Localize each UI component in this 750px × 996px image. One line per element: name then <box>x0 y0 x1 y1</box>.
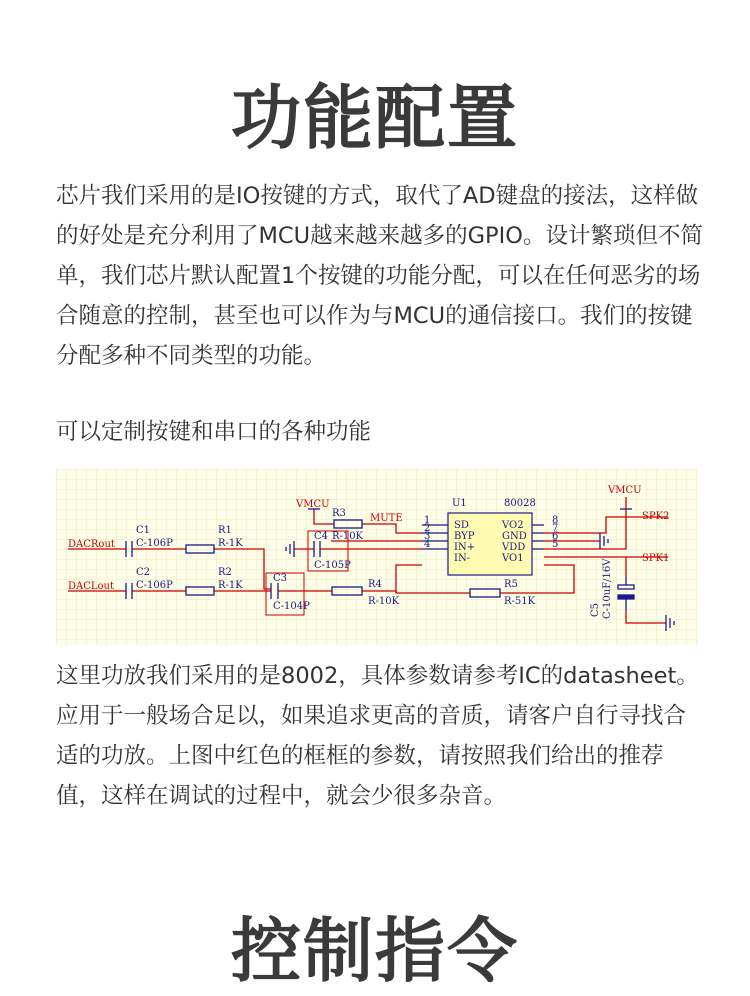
pin-in-minus: IN- <box>454 553 471 564</box>
pin-in-plus: IN+ <box>454 542 476 553</box>
label-r3: R3 <box>332 508 346 519</box>
pin-vdd: VDD <box>502 542 526 553</box>
pin-num-5: 5 <box>552 539 559 550</box>
label-r3-value: R-10K <box>332 531 364 542</box>
section-title-function-config: 功能配置 <box>231 77 519 159</box>
pin-num-1: 1 <box>424 515 431 526</box>
label-spk1: SPK1 <box>642 553 670 564</box>
label-r4: R4 <box>368 579 382 590</box>
pin-num-4: 4 <box>424 539 431 550</box>
label-c4-value: C-105P <box>314 560 351 571</box>
pin-sd: SD <box>454 520 469 531</box>
amplifier-paragraph: 这里功放我们采用的是8002，具体参数请参考IC的datasheet。应用于一般场合足以，如果追求更高的音质，请客户自行寻找合适的功放。上图中红色的框框的参数，请按照我们给出的推荐值，这样在调试的过程中，就会少很多杂音。 <box>56 663 699 809</box>
label-mute: MUTE <box>370 513 403 524</box>
label-dacl: DACLout <box>68 581 115 592</box>
intro-paragraph: 芯片我们采用的是IO按键的方式，取代了AD键盘的接法，这样做的好处是充分利用了MCU越来越来越多的GPIO。设计繁琐但不简单，我们芯片默认配置1个按键的功能分配，可以在任何恶劣的场合随意的控制，甚至也可以作为与MCU的通信接口。我们的按键分配多种不同类型的功能。 <box>56 183 703 369</box>
amplifier-schematic <box>56 469 698 645</box>
label-c1-value: C-106P <box>136 538 173 549</box>
pin-num-6: 6 <box>552 531 559 542</box>
label-c3: C3 <box>273 573 288 584</box>
section-title-control-commands: 控制指令 <box>231 910 519 992</box>
label-r2-value: R-1K <box>218 580 243 591</box>
label-u1: U1 <box>452 498 467 509</box>
label-c2: C2 <box>136 567 151 578</box>
label-vmcu-left: VMCU <box>296 499 330 510</box>
label-spk2: SPK2 <box>642 511 670 522</box>
label-c4: C4 <box>314 531 329 542</box>
label-c3-value: C-104P <box>273 601 310 612</box>
pin-num-3: 3 <box>424 531 431 542</box>
label-c2-value: C-106P <box>136 580 173 591</box>
label-r1: R1 <box>218 525 232 536</box>
label-r5: R5 <box>504 579 518 590</box>
pin-num-7: 7 <box>552 523 559 534</box>
label-chip: 80028 <box>504 498 536 509</box>
pin-num-8: 8 <box>552 515 559 526</box>
label-r5-value: R-51K <box>504 596 536 607</box>
label-r1-value: R-1K <box>218 538 243 549</box>
pin-gnd: GND <box>502 531 527 542</box>
subheading-custom-keys: 可以定制按键和串口的各种功能 <box>56 419 372 445</box>
label-vmcu-right: VMCU <box>608 485 642 496</box>
pin-num-2: 2 <box>424 523 431 534</box>
label-c1: C1 <box>136 525 151 536</box>
label-c5: C5 <box>590 602 601 617</box>
label-r2: R2 <box>218 567 232 578</box>
pin-vo2: VO2 <box>502 520 524 531</box>
label-c5-value: C-10uF/16V <box>602 558 613 619</box>
pin-vo1: VO1 <box>502 553 524 564</box>
label-dacr: DACRout <box>68 539 115 550</box>
pin-byp: BYP <box>454 531 475 542</box>
label-r4-value: R-10K <box>368 596 400 607</box>
